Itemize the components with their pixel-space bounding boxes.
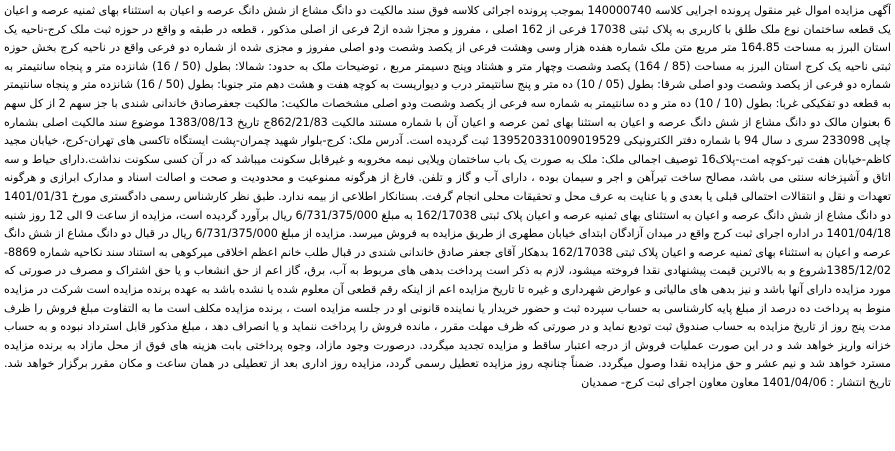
auction-notice xyxy=(4,2,891,449)
notice-text: آگهی مزایده اموال غیر منقول پرونده اجرایی کلاسه 140000740 بموجب پرونده اجرائی کلاسه فوق سند مالکیت دو دانگ مشاع از شش دانگ عرصه و اعیان به استثناء بهای ثمنیه عرصه و اعیان یک قطعه ساختمان نوع ملک طلق با کاربری به پلاک ثبتی 17038 فرعی از 162 اصلی ، مفروز و مجزا شده از2 فرعی از اصلی مذکور ، قطعه در طبقه و واقع در حوزه ثبت ملک کرج-ناحیه یک استان البرز به مساحت 164.85 متر مربع متن ملک شماره هفده هزار وسی وهشت فرعی از یکصد وشصت ودو اصلی مفروز و مجزی شده از شماره دو فرعی واقع در ناحیه کرج بخش حوزه ثبتی ناحیه یک کرج استان البرز به مساحت (85 / 164) یکصد وشصت وچهار متر و هشتاد وپنج دسیمتر مربع ، توضیحات ملک به حدود: شمالا: بطول (50 / 16) شانزده متر و پنجاه سانتیمتر به شماره دو فرعی از یکصد وشصت ودو اصلی شرقا: بطول (05 / 10) ده متر و پنج سانتیمتر درب و دیواریست به کوچه هفت و هشت دهم متر جنوبا: بطول (50 / 16) شانزده متر و پنجاه سانتیمتر به قطعه دو تفکیکی غربا: بطول (10 / 10) ده متر و ده سانتیمتر به شماره سه فرعی از یکصد وشصت ودو اصلی مشخصات مالکیت: مالکیت جعفرصادق خاندانی شندی با جز سهم 2 از کل سهم 6 بعنوان مالک دو دانگ مشاع از شش دانگ عرصه و اعیان به استثنا بهای ثمن عرصه و اعیان آن با شماره مستند مالکیت 862/21/83ج تاریخ 1383/08/13 موضوع سند مالکیت اصلی بشماره چاپی 233098 سری د سال 94 با شماره دفتر الکترونیکی 139520331009019529 ثبت گردیده است. آدرس ملک: کرج-بلوار شهید چمران-پشت ایستگاه تاکسی های تهران-کرج، خیابان مجید کاظم-خیابان هفت تیر-کوچه امت-پلاک16 توصیف اجمالی ملک: ملک به صورت یک باب ساختمان ویلایی نیمه مخروبه و غیرقابل سکونت میباشد که در آن کسی سکونت نداشت.دارای حیاط و سه اتاق و آشپزخانه سنتی می باشد، مصالح ساخت تیرآهن و اجر و سیمان بوده ، دارای آب و گاز و تلفن. فارغ از هرگونه ممنوعیت و محدودیت و صحت و اصالت اسناد و مدارک ابرازی و هرگونه تعهدات و نقل و انتقالات احتمالی قبلی یا بعدی و یا عنایت به عرف محل و تحقیقات محلی انجام گرفت. بستانکار اطلاعی از بیمه ندارد. طبق نظر کارشناس رسمی دادگستری مورخ 1401/01/31 دو دانگ مشاع از شش دانگ عرصه و اعیان به استثنای بهای ثمنیه عرصه و اعیان پلاک ثبتی 162/17038 به مبلغ 6/731/375/000 ریال برآورد گردیده است، مزایده از ساعت 9 الی 12 روز شنبه 1401/04/18 در اداره اجرای ثبت کرج واقع در میدان آزادگان ابتدای خیابان مطهری از طریق مزایده به فروش میرسد. مزایده از مبلغ 6/731/375/000 ریال در قبال دو دانگ مشاع از شش دانگ عرصه و اعیان به استثناء بهای ثمنیه عرصه و اعیان پلاک ثبتی 162/17038 بدهکار آقای جعفر صادق خاندانی شندی در قبال طلب خانم اعظم اخلاقی میرکوهی به استناد سند نکاحیه شماره 8869- 1385/12/02شروع و به بالاترین قیمت پیشنهادی نقدا فروخته میشود، لازم به ذکر است پرداخت بدهی های مربوط به آب، برق، گاز اعم از حق انشعاب و یا حق اشتراک و مصرف در صورتی که مورد مزایده دارای آنها باشد و نیز بدهی های مالیاتی و عوارض شهرداری و غیره تا تاریخ مزایده اعم از اینکه رقم قطعی آن معلوم شده یا نشده باشد به عهده برنده مزایده است شرکت در مزایده منوط به پرداخت ده درصد از مبلغ پایه کارشناسی به حساب سپرده ثبت و حضور خریدار یا نماینده قانونی او در جلسه مزایده است ، برنده مزایده مکلف است ما به التفاوت مبلغ فروش را ظرف مدت پنج روز از تاریخ مزایده به حساب صندوق ثبت تودیع نماید و در صورتی که ظرف مهلت مقرر ، مانده فروش را پرداخت ننماید و یا انصراف دهد ، مبلغ مذکور قابل استرداد نبوده و به حساب خزانه واریز خواهد شد و در این صورت عملیات فروش از درجه اعتبار ساقط و مزایده تجدید میگردد. درصورت وجود مازاد، وجوه پرداختی بابت هزینه های فوق از محل مازاد به برنده مزایده مسترد خواهد شد و نیم عشر و حق مزایده نقدا وصول میگردد. ضمناً چنانچه روز مزایده تعطیل رسمی گردد، مزایده روز اداری بعد از تعطیلی در همان ساعت و مکان مقرر برگزار خواهد شد. تاریخ انتشار : 1401/04/06 معاون معاون اجرای ثبت کرج- صمدیان xyxy=(4,4,891,389)
